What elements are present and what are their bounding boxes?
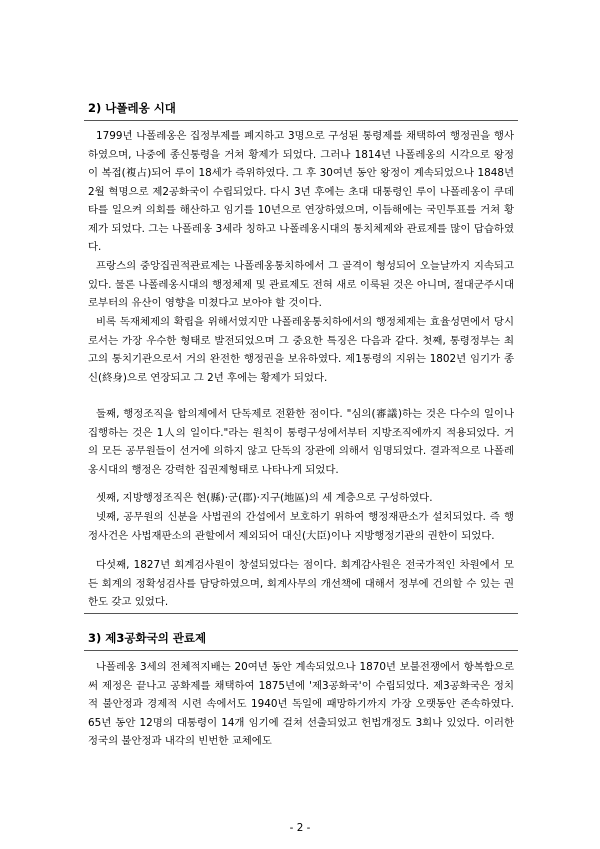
heading-underline: [84, 120, 518, 121]
section-divider: [84, 613, 518, 614]
paragraph: 넷째, 공무원의 신분을 사법권의 간섭에서 보호하기 위하여 행정재판소가 설치되었다. 즉 행정사건은 사법재판소의 관할에서 제외되어 대신(大臣)이나 지방행정기관의 권한이 되었다.: [88, 511, 514, 542]
page-number: - 2 -: [289, 822, 311, 834]
heading-underline: [84, 650, 518, 651]
paragraph: 셋째, 지방행정조직은 현(縣)·군(郡)·지구(地區)의 세 계층으로 구성하였다.: [96, 492, 433, 504]
paragraph: 다섯째, 1827년 회계검사원이 창설되었다는 점이다. 회계감사원은 전국가적인 차원에서 모든 회계의 정확성검사를 담당하였으며, 회계사무의 개선책에 대해서 정부에 건의할 수 있는 권한도 갖고 있었다.: [88, 559, 514, 608]
section-heading-third-republic: 3) 제3공화국의 관료제: [88, 631, 207, 645]
paragraph: 나폴레옹 3세의 전체적지배는 20여년 동안 계속되었으나 1870년 보불전쟁에서 항복함으로써 제정은 끝나고 공화제를 채택하여 1875년에 '제3공화국'이 수립되었다. 제3공화국은 정치적 불안정과 경제적 시련 속에서도 1940년 독일에 패망하기까지 가장 오랫동안 존속하였다. 65년 동안 12명의 대통령이 14개 임기에 걸쳐 선출되었고 헌법개정도 3회나 있었다. 이러한 정국의 불안정과 내각의 빈번한 교체에도: [88, 661, 514, 747]
paragraph: 1799년 나폴레옹은 집정부제를 폐지하고 3명으로 구성된 통령제를 채택하여 행정권을 행사하였으며, 나중에 종신통령을 거쳐 황제가 되었다. 그러나 1814년 나폴레옹의 시각으로 왕정이 복접(複占)되어 루이 18세가 즉위하였다. 그 후 30여년 동안 왕정이 계속되었으나 1848년 2월 혁명으로 제2공화국이 수립되었다. 다시 3년 후에는 초대 대통령인 루이 나폴레옹이 쿠데타를 일으켜 의회를 해산하고 임기를 10년으로 연장하였으며, 이듬해에는 국민투표를 거쳐 황제가 되었다. 그는 나폴레옹 3세라 칭하고 나폴레옹시대의 통치체제와 관료제를 많이 답습하였다.: [88, 130, 514, 253]
paragraph: 둘째, 행정조직을 합의제에서 단독제로 전환한 점이다. "심의(審議)하는 것은 다수의 일이나 집행하는 것은 1人의 일이다."라는 원칙이 통령구성에서부터 지방조직에까지 적용되었다. 거의 모든 공무원들이 선거에 의하지 않고 단독의 장관에 의해서 임명되었다. 결과적으로 나폴레옹시대의 행정은 강력한 집권제형태로 나타나게 되었다.: [88, 408, 514, 476]
section-heading-napoleon-era: 2) 나폴레옹 시대: [88, 101, 176, 115]
paragraph: 비록 독재체제의 확립을 위해서였지만 나폴레옹통치하에서의 행정체제는 효율성면에서 당시로서는 가장 우수한 형태로 발전되었으며 그 중요한 특징은 다음과 같다. 첫째, 통령정부는 최고의 통치기관으로서 거의 완전한 행정권을 보유하였다. 제1통령의 지위는 1802년 임기가 종신(終身)으로 연장되고 그 2년 후에는 황제가 되었다.: [88, 316, 514, 384]
paragraph: 프랑스의 중앙집권적관료제는 나폴레옹통치하에서 그 골격이 형성되어 오늘날까지 지속되고 있다. 물론 나폴레옹시대의 행정체제 및 관료제도 전혀 새로 이룩된 것은 아니며, 절대군주시대로부터의 유산이 영향을 미쳤다고 보아야 할 것이다.: [88, 260, 514, 309]
